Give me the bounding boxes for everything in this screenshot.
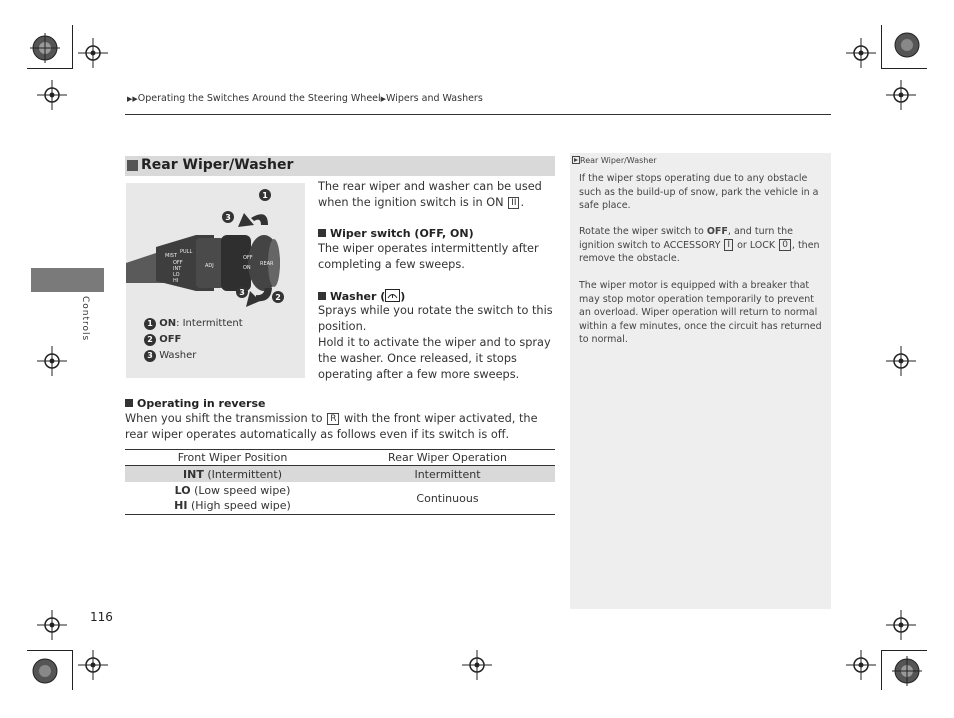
callout-3: 3 <box>239 288 245 297</box>
sidebar-reference[interactable]: Rear Wiper/Washer <box>572 156 657 165</box>
reverse-heading: Operating in reverse <box>125 397 265 410</box>
wiper-switch-figure <box>126 183 305 378</box>
crosshair-icon <box>462 650 492 680</box>
accessory-key-badge: I <box>724 239 733 251</box>
heading-square-icon <box>318 292 326 300</box>
registration-target-icon <box>892 656 922 686</box>
switch-label: LO <box>173 272 180 278</box>
registration-target-icon <box>30 656 60 686</box>
reference-arrow-icon <box>572 156 580 164</box>
switch-label: INT <box>173 266 182 272</box>
callout-1: 1 <box>262 191 268 200</box>
heading-square-icon <box>125 399 133 407</box>
wiper-switch-text: The wiper operates intermittently after completing a few sweeps. <box>318 242 539 271</box>
sidebar-paragraph: If the wiper stops operating due to any obstacle such as the build-up of snow, park the vehicle in a safe place. <box>579 173 819 211</box>
rear-wiper-operation-table <box>125 449 555 515</box>
switch-label: PULL <box>180 249 193 255</box>
table-cell: INT (Intermittent) <box>125 466 340 483</box>
sidebar-paragraph: Rotate the wiper switch to OFF, and turn the ignition switch to ACCESSORY I or LOCK 0 , then remove the obstacle. <box>579 226 820 264</box>
ignition-key-badge: II <box>508 197 519 209</box>
registration-target-icon <box>892 30 922 60</box>
table-header-row <box>125 450 555 466</box>
switch-label: REAR <box>260 261 274 267</box>
section-heading <box>125 156 555 176</box>
heading-square-icon <box>318 229 326 237</box>
heading-square-icon <box>127 160 138 171</box>
legend-item: 1 ON: Intermittent <box>144 316 243 332</box>
sidebar-paragraph: The wiper motor is equipped with a breaker that may stop motor operation temporarily to prevent an overload. Wiper operation will return to normal within a few minutes, once the circuit has returned to normal. <box>579 280 822 345</box>
intro-paragraph: The rear wiper and washer can be used when the ignition switch is in ON II . <box>318 180 542 209</box>
table-row <box>125 482 555 515</box>
legend-item: 2 OFF <box>144 332 243 348</box>
table-cell: LO (Low speed wipe) HI (High speed wipe) <box>125 482 340 515</box>
table-cell: Intermittent <box>340 466 555 483</box>
callout-2: 2 <box>275 293 281 302</box>
figure-legend <box>144 316 243 364</box>
crosshair-icon <box>37 80 67 110</box>
crosshair-icon <box>37 610 67 640</box>
sidebar-note <box>570 153 831 609</box>
washer-text: Sprays while you rotate the switch to this position. Hold it to activate the wiper and to spray the washer. Once released, it stops operating after a few more sweeps. <box>318 304 553 381</box>
breadcrumb <box>127 93 483 104</box>
switch-label: HI <box>173 278 179 284</box>
table-cell: Continuous <box>340 482 555 515</box>
table-row <box>125 466 555 483</box>
crosshair-icon <box>78 38 108 68</box>
table-header: Rear Wiper Operation <box>340 450 555 466</box>
switch-label: ADJ <box>205 263 214 269</box>
lock-key-badge: 0 <box>779 239 791 251</box>
crosshair-icon <box>886 80 916 110</box>
switch-label: ON <box>243 265 251 271</box>
registration-target-icon <box>30 33 60 63</box>
page-number: 116 <box>90 610 113 624</box>
callout-3: 3 <box>225 213 231 222</box>
crosshair-icon <box>846 38 876 68</box>
crosshair-icon <box>37 346 67 376</box>
section-title: Rear Wiper/Washer <box>141 157 294 173</box>
washer-heading: Washer ( ) <box>318 289 405 303</box>
switch-label: MIST <box>165 253 178 259</box>
table-header: Front Wiper Position <box>125 450 340 466</box>
header-rule <box>125 114 831 115</box>
breadcrumb-arrows: ▶▶ <box>127 95 138 103</box>
breadcrumb-separator: ▶ <box>380 95 387 103</box>
breadcrumb-section[interactable]: Operating the Switches Around the Steering Wheel <box>137 93 381 104</box>
switch-label: OFF <box>173 260 183 266</box>
crosshair-icon <box>886 610 916 640</box>
crosshair-icon <box>846 650 876 680</box>
switch-label: OFF <box>243 255 253 261</box>
crosshair-icon <box>886 346 916 376</box>
wiper-switch-heading: Wiper switch (OFF, ON) <box>318 227 474 240</box>
breadcrumb-topic[interactable]: Wipers and Washers <box>386 93 483 104</box>
legend-item: 3 Washer <box>144 348 243 364</box>
rear-washer-icon <box>385 289 400 302</box>
reverse-text: When you shift the transmission to R with the front wiper activated, the rear wiper operates automatically as follows even if its switch is off. <box>125 412 538 441</box>
reverse-gear-badge: R <box>327 413 339 425</box>
chapter-tab <box>31 268 104 292</box>
crosshair-icon <box>78 650 108 680</box>
chapter-label: Controls <box>80 296 90 342</box>
